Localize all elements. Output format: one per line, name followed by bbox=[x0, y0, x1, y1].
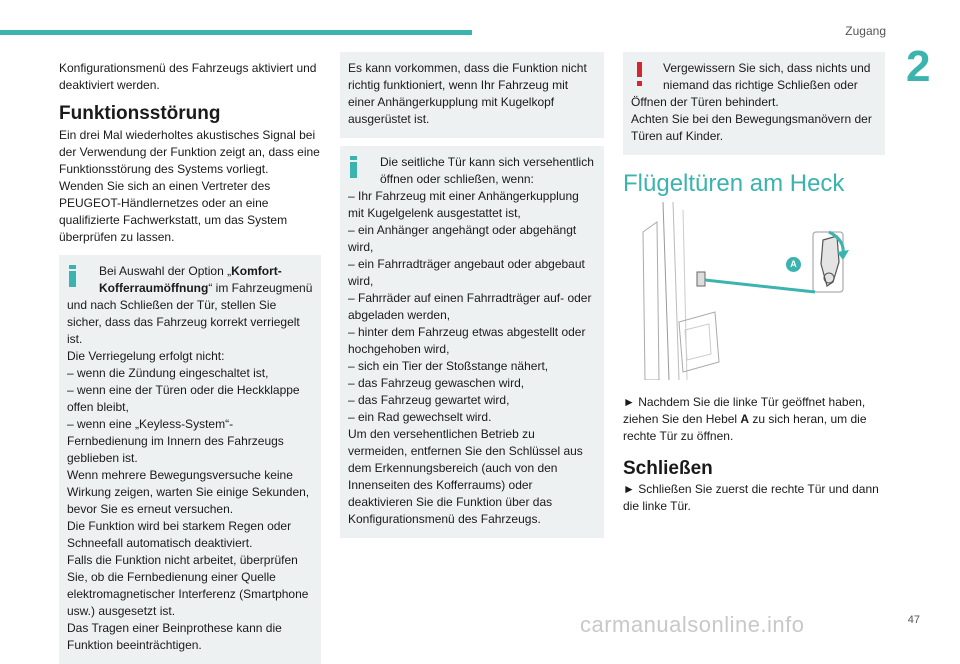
text: Vergewissern Sie sich, dass nichts und niemand das richtige Schließen oder bbox=[663, 61, 871, 92]
paragraph: Wenden Sie sich an einen Vertreter des PEUGEOT-Händlernetzes oder an eine qualifizierte Fachwerkstatt, um das System überprüfen zu lassen. bbox=[59, 179, 288, 244]
step-close: ► Schließen Sie zuerst die rechte Tür und dann die linke Tür. bbox=[623, 482, 879, 513]
paragraph: Öffnen der Türen behindert. bbox=[631, 95, 779, 109]
list-item: – das Fahrzeug gewaschen wird, bbox=[348, 376, 525, 390]
paragraph: Wenn mehrere Bewegungsversuche keine Wirkung zeigen, warten Sie einige Sekunden, bevor Sie es erneut versuchen. bbox=[67, 468, 310, 516]
heading-funktionsstoerung: Funktionsstörung bbox=[59, 103, 221, 124]
chapter-number: 2 bbox=[906, 42, 931, 91]
step-open bbox=[623, 394, 885, 445]
text: ► Nachdem Sie die linke Tür geöffnet haben, ziehen Sie den Hebel bbox=[623, 395, 866, 426]
intro-text: Konfigurationsmenü des Fahrzeugs aktiviert und deaktiviert werden. bbox=[59, 61, 317, 92]
header-accent-bar bbox=[0, 30, 472, 35]
paragraph: Die Verriegelung erfolgt nicht: bbox=[67, 349, 225, 363]
warning-box-lead bbox=[631, 60, 877, 94]
paragraph: Falls die Funktion nicht arbeitet, überprüfen Sie, ob die Fernbedienung einer Quelle elektromagnetischer Interferenz (Smartphone usw.) ausgesetzt ist. bbox=[67, 553, 309, 618]
list-item: – wenn eine „Keyless-System“-Fernbedienung im Innern des Fahrzeugs geblieben ist. bbox=[67, 417, 284, 465]
list-item: – sich ein Tier der Stoßstange nähert, bbox=[348, 359, 549, 373]
list-item: – hinter dem Fahrzeug etwas abgestellt oder hochgehoben wird, bbox=[348, 325, 586, 356]
option-name: Komfort-Kofferraumöffnung bbox=[99, 264, 282, 295]
warning-icon bbox=[637, 62, 642, 77]
column-1 bbox=[59, 60, 321, 664]
paragraph: Achten Sie bei den Bewegungsmanövern der Türen auf Kinder. bbox=[631, 112, 872, 143]
list-item: – Fahrräder auf einen Fahrradträger auf- oder abgeladen werden, bbox=[348, 291, 592, 322]
column-2 bbox=[340, 52, 604, 538]
info-box-lead bbox=[67, 263, 313, 297]
list-item: – ein Anhänger angehängt oder abgehängt wird, bbox=[348, 223, 577, 254]
paragraph: Ein drei Mal wiederholtes akustisches Signal bei der Verwendung der Funktion zeigt an, dass eine Funktionsstörung des Systems vorliegt. bbox=[59, 128, 320, 176]
page-number: 47 bbox=[907, 614, 920, 626]
info-icon bbox=[69, 271, 76, 287]
info-box-lead bbox=[348, 154, 596, 188]
list-item: – ein Fahrradträger angebaut oder abgebaut wird, bbox=[348, 257, 585, 288]
watermark: carmanualsonline.info bbox=[580, 612, 805, 637]
paragraph: Die Funktion wird bei starkem Regen oder Schneefall automatisch deaktiviert. bbox=[67, 519, 292, 550]
section-title: Zugang bbox=[845, 24, 886, 38]
paragraph: Das Tragen einer Beinprothese kann die Funktion beeinträchtigen. bbox=[67, 621, 282, 652]
heading-fluegeltueren: Flügeltüren am Heck bbox=[623, 170, 845, 197]
column-3 bbox=[623, 52, 885, 515]
info-icon bbox=[350, 162, 357, 178]
text: Die seitliche Tür kann sich versehentlich öffnen oder schließen, wenn: bbox=[380, 155, 594, 186]
text: Bei Auswahl der Option „ bbox=[99, 264, 232, 278]
list-item: – das Fahrzeug gewartet wird, bbox=[348, 393, 510, 407]
list-item: – ein Rad gewechselt wird. bbox=[348, 410, 492, 424]
lever-ref: A bbox=[740, 412, 750, 426]
list-item: – wenn die Zündung eingeschaltet ist, bbox=[67, 366, 269, 380]
list-item: – wenn eine der Türen oder die Heckklappe offen bleibt, bbox=[67, 383, 300, 414]
list-item: – Ihr Fahrzeug mit einer Anhängerkupplung mit Kugelgelenk ausgestattet ist, bbox=[348, 189, 579, 220]
rear-door-lever-illustration bbox=[623, 202, 863, 380]
paragraph: und nach Schließen der Tür, stellen Sie sicher, dass das Fahrzeug korrekt verriegelt ist. bbox=[67, 298, 300, 346]
heading-schliessen: Schließen bbox=[623, 458, 713, 479]
text: “ im Fahrzeugmenü bbox=[208, 281, 313, 295]
note-box bbox=[340, 52, 604, 138]
figure-label-a: A bbox=[786, 257, 801, 272]
info-box bbox=[340, 146, 604, 538]
warning-box bbox=[623, 52, 885, 155]
text: zu sich heran, um die rechte Tür zu öffnen. bbox=[623, 412, 867, 443]
paragraph: Es kann vorkommen, dass die Funktion nicht richtig funktioniert, wenn Ihr Fahrzeug mit einer Anhängerkupplung mit Kugelkopf ausgerüstet ist. bbox=[348, 61, 587, 126]
paragraph: Um den versehentlichen Betrieb zu vermeiden, entfernen Sie den Schlüssel aus dem Erkennungsbereich (auch von den Innenseiten des Kofferraums) oder deaktivieren Sie die Funktion über das Konfigurationsmenü des Fahrzeugs. bbox=[348, 427, 583, 526]
info-box bbox=[59, 255, 321, 664]
